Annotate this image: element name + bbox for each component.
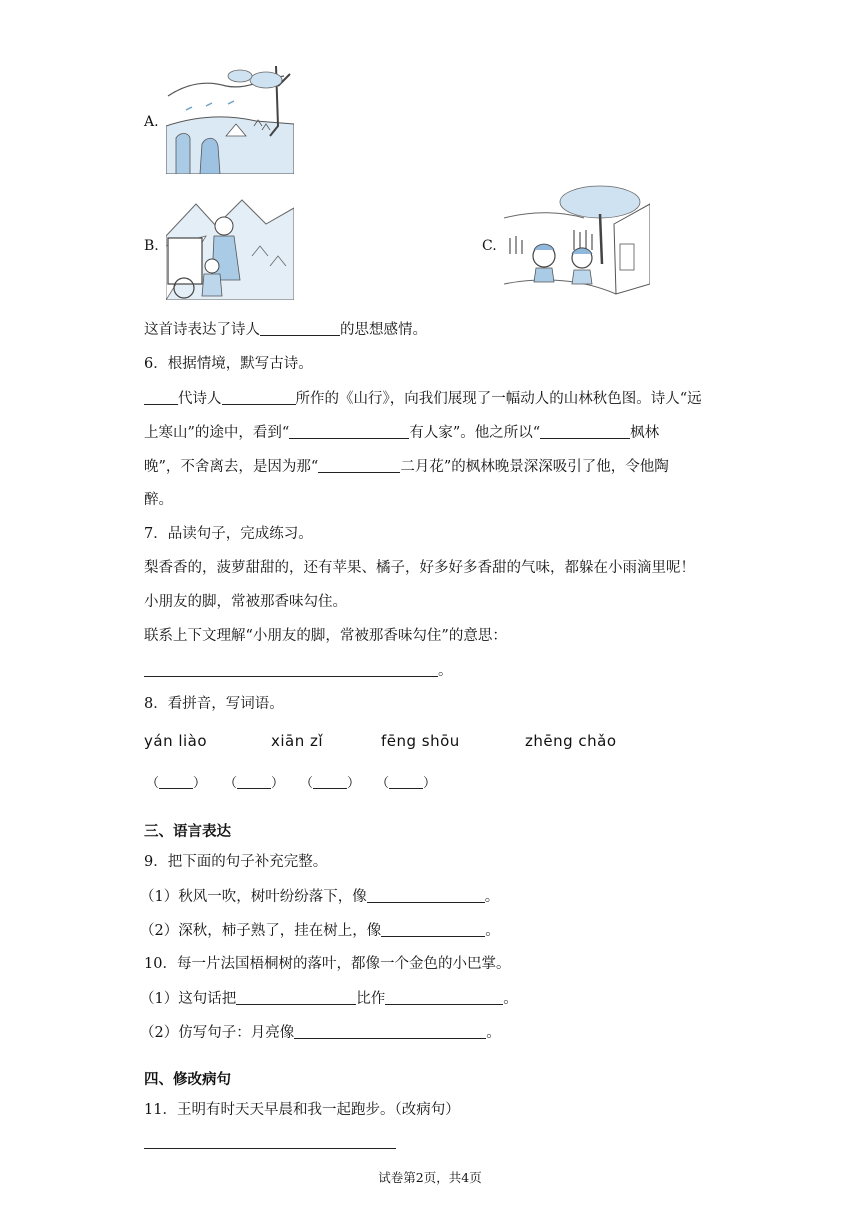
- q8-title: 8．看拼音，写词语。: [144, 696, 284, 712]
- q8-pinyin-2: xiān zǐ: [271, 732, 324, 750]
- q10-title: 10．每一片法国梧桐树的落叶，都像一个金色的小巴掌。: [144, 956, 511, 972]
- q8-answer-box-4[interactable]: [376, 772, 436, 791]
- option-c-illustration: [504, 184, 650, 306]
- q10-end-1: 。: [503, 991, 518, 1007]
- q6-text-3a: 晚”，不舍离去，是因为那“: [144, 459, 319, 475]
- option-a-label: A.: [144, 114, 159, 130]
- option-b-label: B.: [144, 238, 159, 254]
- q8-pinyin-3: fēng shōu: [381, 732, 460, 750]
- q6-line-2: [144, 422, 659, 443]
- q9-title: 9．把下面的句子补充完整。: [144, 854, 328, 870]
- q7-answer-blank[interactable]: [144, 660, 438, 677]
- q6-blank-line2[interactable]: [289, 422, 409, 439]
- q9-end-2: 。: [485, 923, 500, 939]
- q10-end-2: 。: [486, 1025, 501, 1041]
- q5-prompt-pre: 这首诗表达了诗人: [144, 322, 260, 338]
- q10-blank-1[interactable]: [236, 988, 356, 1005]
- q9-item-1: [140, 886, 499, 907]
- option-b-illustration: [166, 196, 294, 300]
- q9-item-1-text: （1）秋风一吹，树叶纷纷落下，像: [140, 889, 367, 905]
- q8-blank-2[interactable]: [237, 772, 271, 789]
- q7-sentence-1: 梨香香的，菠萝甜甜的，还有苹果、橘子，好多好多香甜的气味，都躲在小雨滴里呢！: [144, 560, 695, 576]
- q6-title: 6．根据情境，默写古诗。: [144, 356, 313, 372]
- page-footer: 试卷第2页，共4页: [378, 1170, 482, 1185]
- q6-text-2b: 有人家”。他之所以“: [409, 425, 541, 441]
- q7-question: 联系上下文理解“小朋友的脚，常被那香味勾住”的意思：: [144, 628, 507, 644]
- q7-sentence-2: 小朋友的脚，常被那香味勾住。: [144, 594, 347, 610]
- q7-end-mark: 。: [438, 663, 453, 679]
- paren-open: （: [224, 776, 238, 791]
- q11-answer-line[interactable]: [144, 1148, 396, 1149]
- paren-close: ）: [423, 776, 437, 791]
- paren-close: ）: [271, 776, 285, 791]
- q8-blank-1[interactable]: [159, 772, 193, 789]
- q10-item-2: [140, 1022, 501, 1043]
- q6-text-2a: 上寒山”的途中，看到“: [144, 425, 290, 441]
- q10-item-1: [140, 988, 518, 1009]
- option-c-label: C.: [482, 238, 497, 254]
- q6-line-1: [144, 388, 702, 409]
- q10-blank-2[interactable]: [385, 988, 503, 1005]
- q7-title: 7．品读句子，完成练习。: [144, 526, 313, 542]
- q8-blank-4[interactable]: [389, 772, 423, 789]
- q9-blank-2[interactable]: [381, 920, 485, 937]
- q9-item-2: [140, 920, 500, 941]
- q10-blank-3[interactable]: [294, 1022, 486, 1039]
- q10-item-2-text: （2）仿写句子：月亮像: [140, 1025, 295, 1041]
- section-3-heading: 三、语言表达: [144, 823, 231, 840]
- q8-pinyin-1: yán liào: [144, 732, 208, 750]
- q6-text-3b: 二月花”的枫林晚景深深吸引了他，令他陶: [400, 459, 669, 475]
- q11-title: 11．王明有时天天早晨和我一起跑步。（改病句）: [144, 1102, 460, 1118]
- q6-text-1a: 代诗人: [178, 391, 222, 407]
- q5-blank[interactable]: [260, 319, 340, 336]
- q8-blank-3[interactable]: [313, 772, 347, 789]
- q6-blank-dynasty[interactable]: [144, 388, 178, 405]
- q5-prompt: [144, 319, 427, 340]
- paren-close: ）: [193, 776, 207, 791]
- q6-blank-line3[interactable]: [540, 422, 630, 439]
- q9-item-2-text: （2）深秋，柿子熟了，挂在树上，像: [140, 923, 382, 939]
- q6-blank-poet[interactable]: [222, 388, 296, 405]
- paren-close: ）: [347, 776, 361, 791]
- q8-answer-box-3[interactable]: [300, 772, 360, 791]
- q8-answer-box-1[interactable]: [146, 772, 206, 791]
- paren-open: （: [376, 776, 390, 791]
- q9-blank-1[interactable]: [367, 886, 485, 903]
- q10-item-1-text-b: 比作: [356, 991, 386, 1007]
- paren-open: （: [146, 776, 160, 791]
- q6-text-2c: 枫林: [630, 425, 660, 441]
- q6-text-1b: 所作的《山行》，向我们展现了一幅动人的山林秋色图。诗人“远: [295, 391, 702, 407]
- q10-item-1-text-a: （1）这句话把: [140, 991, 237, 1007]
- q7-answer-line: [144, 660, 453, 681]
- option-a-illustration: [166, 66, 294, 174]
- q6-line-3: [144, 456, 669, 477]
- q6-blank-line4[interactable]: [318, 456, 400, 473]
- paren-open: （: [300, 776, 314, 791]
- q8-pinyin-4: zhēng chǎo: [525, 732, 617, 750]
- section-4-heading: 四、修改病句: [144, 1071, 231, 1088]
- q8-answer-box-2[interactable]: [224, 772, 284, 791]
- q5-prompt-post: 的思想感情。: [340, 322, 427, 338]
- q6-line-4: 醉。: [144, 492, 173, 508]
- q9-end-1: 。: [484, 889, 500, 905]
